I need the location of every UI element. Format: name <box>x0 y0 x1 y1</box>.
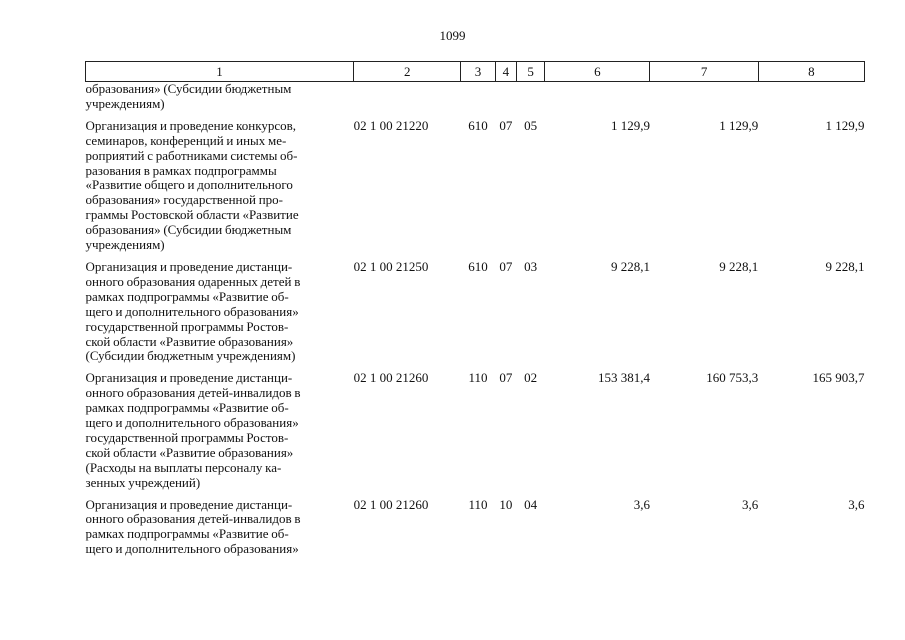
row-value-6: 1 129,9 <box>610 117 650 133</box>
description-line: семинаров, конференций и иных ме- <box>85 132 287 148</box>
row-value-6: 9 228,1 <box>610 258 650 274</box>
row-col-5: 02 <box>524 370 538 386</box>
row-code: 02 1 00 21220 <box>353 117 429 133</box>
row-code: 02 1 00 21250 <box>353 258 429 274</box>
description-line: Организация и проведение конкурсов, <box>85 117 296 133</box>
description-line: щего и дополнительного образования» <box>85 541 299 557</box>
description-line: роприятий с работниками системы об- <box>85 147 298 163</box>
table-row <box>86 255 865 366</box>
header-row <box>86 62 865 82</box>
header-col-6: 6 <box>545 62 650 82</box>
description-line: рамках подпрограммы «Развитие об- <box>85 400 289 416</box>
description-line: щего и дополнительного образования» <box>85 415 299 431</box>
page-number: 1099 <box>439 28 466 43</box>
row-value-7: 160 753,3 <box>706 370 759 386</box>
header-col-3: 3 <box>461 62 495 82</box>
header-col-4: 4 <box>495 62 516 82</box>
row-col-5: 05 <box>524 117 538 133</box>
row-value-6: 153 381,4 <box>597 370 650 386</box>
description-line: рамках подпрограммы «Развитие об- <box>85 288 289 304</box>
table-header <box>86 62 865 82</box>
description-line: государственной программы Ростов- <box>85 318 289 334</box>
row-col-5: 03 <box>524 258 538 274</box>
header-col-8: 8 <box>758 62 864 82</box>
row-value-6: 3,6 <box>633 496 650 512</box>
description-line: ской области «Развитие образования» <box>85 444 294 460</box>
header-col-1: 1 <box>86 62 354 82</box>
row-col-4: 07 <box>499 370 513 386</box>
header-col-2: 2 <box>354 62 461 82</box>
description-line: разования в рамках подпрограммы <box>85 162 277 178</box>
description-line: рамках подпрограммы «Развитие об- <box>85 526 289 542</box>
row-col-3: 110 <box>468 496 488 512</box>
row-description <box>86 255 354 366</box>
row-col-4: 07 <box>499 258 513 274</box>
table-row <box>86 493 865 560</box>
description-line: зенных учреждений) <box>85 474 201 490</box>
description-line: (Субсидии бюджетным учреждениям) <box>85 348 296 364</box>
row-col-3: 610 <box>468 117 488 133</box>
row-col-4: 07 <box>499 117 513 133</box>
row-value-7: 3,6 <box>741 496 759 512</box>
row-code: 02 1 00 21260 <box>353 496 429 512</box>
row-description <box>86 493 354 560</box>
table-row <box>86 114 865 255</box>
row-value-7: 1 129,9 <box>719 117 759 133</box>
description-line: щего и дополнительного образования» <box>85 303 299 319</box>
row-description <box>86 114 354 255</box>
description-line: «Развитие общего и дополнительного <box>85 177 293 193</box>
description-line: (Расходы на выплаты персоналу ка- <box>85 459 282 475</box>
description-line: Организация и проведение дистанци- <box>85 496 293 512</box>
table-row-continuation <box>86 82 865 114</box>
description-line: граммы Ростовской области «Развитие <box>85 207 299 223</box>
row-description <box>86 366 354 492</box>
description-line: онного образования одаренных детей в <box>85 273 301 289</box>
description-line: образования» (Субсидии бюджетным <box>85 222 292 238</box>
row-value-8: 9 228,1 <box>825 258 865 274</box>
table-row <box>86 366 865 492</box>
description-line: Организация и проведение дистанци- <box>85 370 293 386</box>
row-code: 02 1 00 21260 <box>353 370 429 386</box>
row-col-5: 04 <box>524 496 538 512</box>
description-line: онного образования детей-инвалидов в <box>85 385 301 401</box>
description-line: учреждениям) <box>85 237 165 253</box>
table-body <box>86 82 865 560</box>
budget-table <box>85 61 865 559</box>
description-line: учреждениям) <box>85 95 165 111</box>
description-line: Организация и проведение дистанци- <box>85 258 293 274</box>
row-value-8: 1 129,9 <box>825 117 865 133</box>
header-col-7: 7 <box>650 62 758 82</box>
description-line: образования» (Субсидии бюджетным <box>85 81 292 96</box>
row-value-8: 165 903,7 <box>812 370 865 386</box>
row-col-4: 10 <box>499 496 513 512</box>
row-col-3: 610 <box>468 258 488 274</box>
description-line: онного образования детей-инвалидов в <box>85 511 301 527</box>
description-line: государственной программы Ростов- <box>85 429 289 445</box>
row-col-3: 110 <box>468 370 488 386</box>
row-value-8: 3,6 <box>848 496 865 512</box>
description-line: ской области «Развитие образования» <box>85 333 294 349</box>
row-value-7: 9 228,1 <box>719 258 759 274</box>
description-line: образования» государственной про- <box>85 192 284 208</box>
row-description <box>86 82 354 114</box>
header-col-5: 5 <box>516 62 544 82</box>
